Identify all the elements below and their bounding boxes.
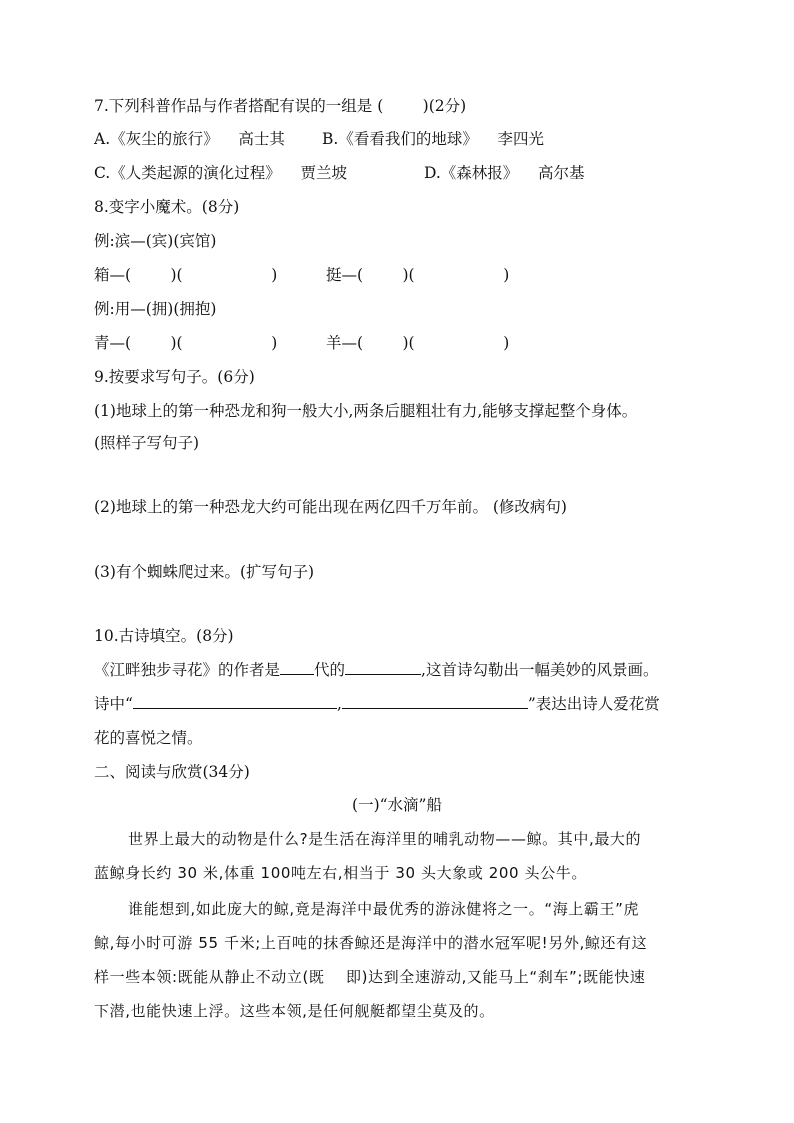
passage-title: (一)“水滴”船 bbox=[352, 796, 442, 814]
q8-stem: 8.变字小魔术。(8分) bbox=[94, 198, 240, 216]
passage-p2-line-3: 样一些本领:既能从静止不动立(既 即)达到全速游动,又能马上“刹车”;既能快速 bbox=[94, 968, 646, 986]
q10-line-3: 花的喜悦之情。 bbox=[94, 729, 203, 747]
q9-sentence-1-requirement: (照样子写句子) bbox=[94, 434, 200, 452]
passage-p2-line-2: 鲸,每小时可游 55 千米;上百吨的抹香鲸还是海洋中的潜水冠军呢!另外,鲸还有这 bbox=[94, 934, 648, 952]
q10-line-2-a: 诗中“ bbox=[94, 695, 133, 713]
q8-example-1: 例:滨—(宾)(宾馆) bbox=[94, 232, 217, 250]
passage-p1-line-1: 世界上最大的动物是什么?是生活在海洋里的哺乳动物——鲸。其中,最大的 bbox=[128, 830, 642, 848]
passage-p1-line-2: 蓝鲸身长约 30 米,体重 100吨左右,相当于 30 头大象或 200 头公牛。 bbox=[94, 864, 587, 882]
q10-line-1-b: 代的 bbox=[314, 661, 346, 679]
q8-item-2a: 青—( )( ) bbox=[94, 334, 278, 352]
q7-stem: 7.下列科普作品与作者搭配有误的一组是 ( )(2分) bbox=[94, 97, 467, 115]
q9-sentence-1: (1)地球上的第一种恐龙和狗一般大小,两条后腿粗壮有力,能够支撑起整个身体。 bbox=[94, 402, 638, 420]
q7-option-d: D.《森林报》 高尔基 bbox=[424, 164, 585, 182]
passage-p2-line-4: 下潜,也能快速上浮。这些本领,是任何舰艇都望尘莫及的。 bbox=[94, 1002, 495, 1020]
q9-sentence-3: (3)有个蜘蛛爬过来。(扩写句子) bbox=[94, 563, 315, 581]
poem-line-blank-2[interactable] bbox=[342, 693, 528, 709]
author-blank[interactable] bbox=[345, 659, 421, 675]
q10-line-1-c: ,这首诗勾勒出一幅美妙的风景画。 bbox=[421, 661, 659, 679]
q10-stem: 10.古诗填空。(8分) bbox=[94, 627, 234, 645]
q7-option-a: A.《灰尘的旅行》 高士其 bbox=[94, 130, 285, 148]
q8-item-1a: 箱—( )( ) bbox=[94, 266, 278, 284]
q8-example-2: 例:用—(拥)(拥抱) bbox=[94, 300, 217, 318]
q8-item-2b: 羊—( )( ) bbox=[326, 334, 510, 352]
dynasty-blank[interactable] bbox=[280, 659, 314, 675]
passage-p2-line-1: 谁能想到,如此庞大的鲸,竟是海洋中最优秀的游泳健将之一。“海上霸王”虎 bbox=[128, 900, 640, 918]
q7-option-b: B.《看看我们的地球》 李四光 bbox=[322, 130, 545, 148]
section-2-heading: 二、阅读与欣赏(34分) bbox=[94, 763, 250, 781]
q10-line-2-c: ”表达出诗人爱花赏 bbox=[527, 695, 660, 713]
q10-line-2 bbox=[94, 693, 660, 715]
q10-line-1 bbox=[94, 659, 658, 681]
q7-option-c: C.《人类起源的演化过程》 贾兰坡 bbox=[94, 164, 347, 182]
q9-stem: 9.按要求写句子。(6分) bbox=[94, 368, 255, 386]
q10-line-2-b: , bbox=[336, 695, 342, 713]
q9-sentence-2: (2)地球上的第一种恐龙大约可能出现在两亿四千万年前。 (修改病句) bbox=[94, 498, 567, 516]
poem-line-blank-1[interactable] bbox=[133, 693, 337, 709]
q8-item-1b: 挺—( )( ) bbox=[326, 266, 510, 284]
q10-line-1-a: 《江畔独步寻花》的作者是 bbox=[94, 661, 281, 679]
